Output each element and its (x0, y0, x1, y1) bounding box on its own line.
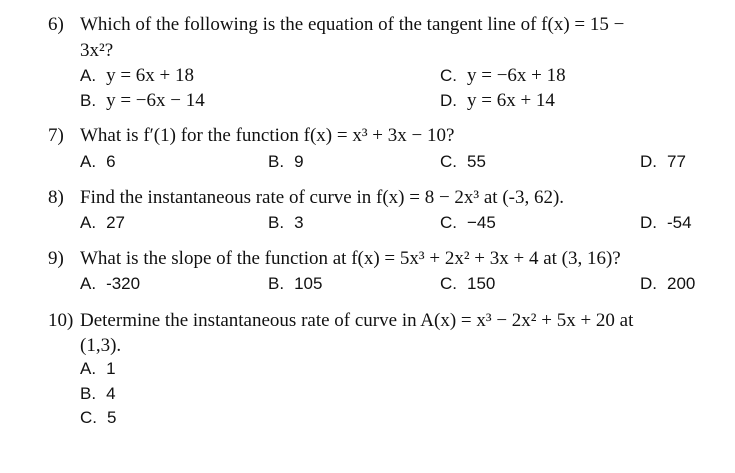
option-d: D. y = 6x + 14 (440, 90, 555, 111)
question-number: 7) (48, 125, 64, 146)
option-c: C. 5 (80, 408, 117, 427)
question-text-continued: 3x²? (80, 40, 114, 61)
question-text-continued: (1,3). (80, 335, 122, 356)
option-d: D. 77 (640, 152, 686, 171)
option-c: C. 55 (440, 152, 486, 171)
option-b: B. 105 (268, 274, 323, 293)
option-a: A. -320 (80, 274, 141, 293)
option-d: D. -54 (640, 213, 692, 232)
option-c: C. y = −6x + 18 (440, 65, 566, 86)
option-c: C. −45 (440, 213, 496, 232)
question-text: Find the instantaneous rate of curve in f(x) = 8 − 2x³ at (-3, 62). (80, 187, 565, 208)
question-text: Determine the instantaneous rate of curve in A(x) = x³ − 2x² + 5x + 20 at (80, 310, 634, 331)
option-b: B. 4 (80, 384, 116, 403)
question-number: 8) (48, 187, 64, 208)
option-a: A. 1 (80, 359, 116, 378)
question-text: Which of the following is the equation of the tangent line of f(x) = 15 − (80, 14, 625, 35)
option-c: C. 150 (440, 274, 496, 293)
option-d: D. 200 (640, 274, 696, 293)
option-a: A. 6 (80, 152, 116, 171)
option-b: B. 9 (268, 152, 304, 171)
question-text: What is the slope of the function at f(x) = 5x³ + 2x² + 3x + 4 at (3, 16)? (80, 248, 621, 269)
option-b: B. 3 (268, 213, 304, 232)
question-text: What is f′(1) for the function f(x) = x³ + 3x − 10? (80, 125, 455, 146)
option-a: A. y = 6x + 18 (80, 65, 194, 86)
option-a: A. 27 (80, 213, 125, 232)
option-b: B. y = −6x − 14 (80, 90, 205, 111)
question-number: 6) (48, 14, 64, 35)
question-number: 9) (48, 248, 64, 269)
question-number: 10) (48, 310, 74, 331)
